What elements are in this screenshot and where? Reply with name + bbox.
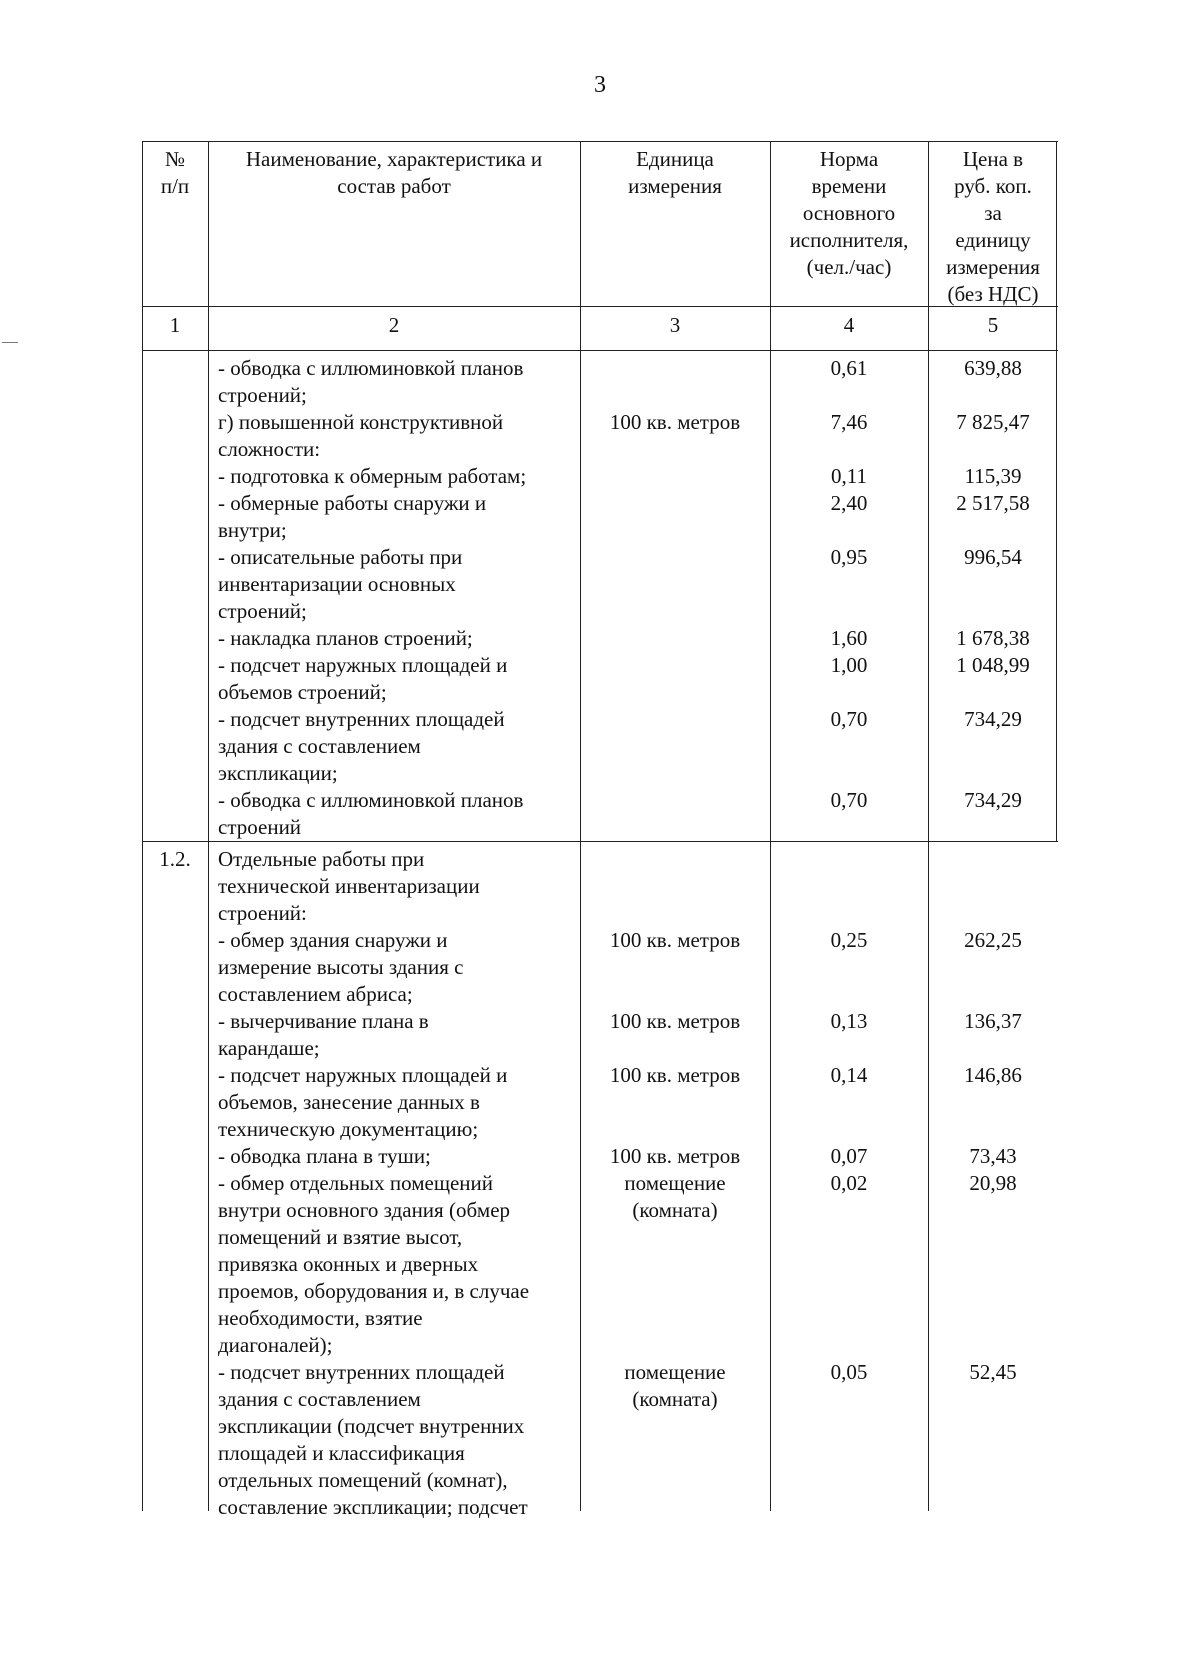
norm-cell: 0,11 bbox=[831, 464, 867, 488]
description-line: помещений и взятие высот, bbox=[218, 1225, 463, 1249]
norm-cell: 0,13 bbox=[830, 1009, 868, 1033]
description-line: строений: bbox=[218, 901, 307, 925]
price-cell: 262,25 bbox=[964, 928, 1022, 952]
column-number-1: 1 bbox=[169, 313, 181, 337]
description-line: площадей и классификация bbox=[218, 1441, 465, 1465]
unit-cell: 100 кв. метров bbox=[609, 928, 741, 952]
description-line: сложности: bbox=[218, 437, 321, 461]
description-line: инвентаризации основных bbox=[218, 572, 456, 596]
price-cell: 1 678,38 bbox=[956, 626, 1030, 650]
price-cell: 52,45 bbox=[969, 1360, 1017, 1384]
description-line: - обмер здания снаружи и bbox=[218, 928, 448, 952]
description-line: строений; bbox=[218, 599, 307, 623]
column-number-3: 3 bbox=[669, 313, 681, 337]
page-number: 3 bbox=[594, 72, 606, 98]
column-number-5: 5 bbox=[987, 313, 999, 337]
description-line: г) повышенной конструктивной bbox=[218, 410, 504, 434]
norm-cell: 7,46 bbox=[830, 410, 868, 434]
description-line: - подсчет наружных площадей и bbox=[218, 653, 508, 677]
description-line: здания с составлением bbox=[218, 1387, 421, 1411]
unit-cell: помещение (комната) bbox=[624, 1360, 726, 1411]
norm-cell: 0,70 bbox=[830, 788, 868, 812]
section-divider bbox=[142, 841, 1058, 842]
description-line: - описательные работы при bbox=[218, 545, 463, 569]
unit-cell: 100 кв. метров bbox=[609, 1009, 741, 1033]
description-line: - подсчет внутренних площадей bbox=[218, 707, 505, 731]
description-line: строений bbox=[218, 815, 302, 839]
description-line: - обводка с иллюминовкой планов bbox=[218, 788, 524, 812]
description-line: объемов, занесение данных в bbox=[218, 1090, 480, 1114]
column-numbers-divider bbox=[142, 350, 1058, 351]
description-line: внутри; bbox=[218, 518, 287, 542]
header-unit: Единица измерения bbox=[628, 147, 722, 198]
price-cell: 996,54 bbox=[964, 545, 1022, 569]
description-line: - обмер отдельных помещений bbox=[218, 1171, 494, 1195]
norm-cell: 2,40 bbox=[830, 491, 868, 515]
header-divider bbox=[142, 306, 1058, 307]
norm-cell: 0,61 bbox=[830, 356, 868, 380]
column-divider-1 bbox=[208, 141, 209, 1511]
norm-cell: 0,02 bbox=[830, 1171, 868, 1195]
price-table bbox=[142, 141, 1058, 1519]
column-divider-4 bbox=[928, 141, 929, 1511]
column-number-4: 4 bbox=[843, 313, 855, 337]
description-line: проемов, оборудования и, в случае bbox=[218, 1279, 530, 1303]
description-line: диагоналей); bbox=[218, 1333, 333, 1357]
description-line: - подсчет наружных площадей и bbox=[218, 1063, 508, 1087]
description-line: технической инвентаризации bbox=[218, 874, 480, 898]
price-cell: 115,39 bbox=[964, 464, 1022, 488]
description-line: экспликации; bbox=[218, 761, 338, 785]
price-cell: 734,29 bbox=[964, 707, 1022, 731]
description-line: здания с составлением bbox=[218, 734, 421, 758]
description-line: техническую документацию; bbox=[218, 1117, 479, 1141]
description-line: - вычерчивание плана в bbox=[218, 1009, 429, 1033]
unit-cell: 100 кв. метров bbox=[609, 410, 741, 434]
description-line: составление экспликации; подсчет bbox=[218, 1495, 528, 1519]
margin-mark bbox=[2, 342, 18, 343]
description-line: составлением абриса; bbox=[218, 982, 413, 1006]
table-border-top bbox=[142, 141, 1058, 142]
description-line: - обводка с иллюминовкой планов bbox=[218, 356, 524, 380]
norm-cell: 0,07 bbox=[830, 1144, 868, 1168]
description-line: - накладка планов строений; bbox=[218, 626, 473, 650]
norm-cell: 0,05 bbox=[830, 1360, 868, 1384]
norm-cell: 1,00 bbox=[830, 653, 868, 677]
unit-cell: помещение (комната) bbox=[624, 1171, 726, 1222]
price-cell: 136,37 bbox=[964, 1009, 1022, 1033]
norm-cell: 0,14 bbox=[830, 1063, 868, 1087]
description-line: строений; bbox=[218, 383, 307, 407]
description-line: отдельных помещений (комнат), bbox=[218, 1468, 508, 1492]
description-line: привязка оконных и дверных bbox=[218, 1252, 479, 1276]
description-line: - подготовка к обмерным работам; bbox=[218, 464, 527, 488]
norm-cell: 0,95 bbox=[830, 545, 868, 569]
norm-cell: 0,70 bbox=[830, 707, 868, 731]
column-number-2: 2 bbox=[388, 313, 400, 337]
description-line: - обмерные работы снаружи и bbox=[218, 491, 487, 515]
price-cell: 1 048,99 bbox=[956, 653, 1030, 677]
price-cell: 146,86 bbox=[964, 1063, 1022, 1087]
header-norm: Норма времени основного исполнителя, (чел./час) bbox=[789, 147, 909, 279]
price-cell: 20,98 bbox=[969, 1171, 1017, 1195]
description-line: - подсчет внутренних площадей bbox=[218, 1360, 505, 1384]
description-line: объемов строений; bbox=[218, 680, 387, 704]
norm-cell: 1,60 bbox=[830, 626, 868, 650]
price-cell: 734,29 bbox=[964, 788, 1022, 812]
description-line: измерение высоты здания с bbox=[218, 955, 464, 979]
section-number: 1.2. bbox=[159, 847, 191, 871]
table-border-left bbox=[142, 141, 143, 1511]
unit-cell: 100 кв. метров bbox=[609, 1144, 741, 1168]
unit-cell: 100 кв. метров bbox=[609, 1063, 741, 1087]
norm-cell: 0,25 bbox=[830, 928, 868, 952]
price-cell: 73,43 bbox=[969, 1144, 1017, 1168]
price-cell: 7 825,47 bbox=[956, 410, 1030, 434]
description-line: карандаше; bbox=[218, 1036, 320, 1060]
description-line: необходимости, взятие bbox=[218, 1306, 423, 1330]
price-cell: 639,88 bbox=[964, 356, 1022, 380]
header-price: Цена в руб. коп. за единицу измерения (без НДС) bbox=[946, 147, 1040, 306]
column-divider-3 bbox=[770, 141, 771, 1511]
description-line: экспликации (подсчет внутренних bbox=[218, 1414, 525, 1438]
price-cell: 2 517,58 bbox=[956, 491, 1030, 515]
description-line: Отдельные работы при bbox=[218, 847, 425, 871]
column-divider-2 bbox=[580, 141, 581, 1511]
description-line: - обводка плана в туши; bbox=[218, 1144, 431, 1168]
description-line: внутри основного здания (обмер bbox=[218, 1198, 511, 1222]
header-name: Наименование, характеристика и состав работ bbox=[245, 147, 543, 198]
header-num: № п/п bbox=[160, 147, 190, 198]
